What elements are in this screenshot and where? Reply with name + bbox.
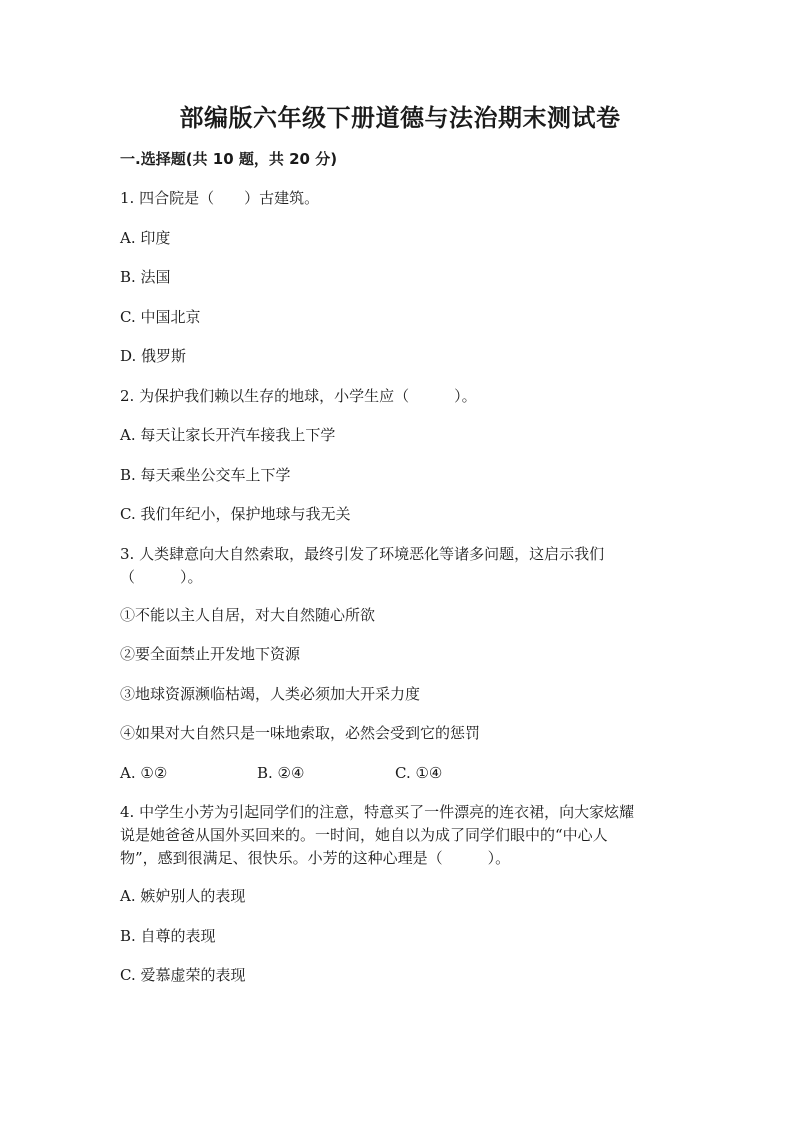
question-3-statement-4: ④如果对大自然只是一味地索取，必然会受到它的惩罚 [120,724,481,742]
question-2-option-a: A. 每天让家长开汽车接我上下学 [120,426,336,444]
question-1-option-c: C. 中国北京 [120,308,201,326]
question-3-statement-3: ③地球资源濒临枯竭，人类必须加大开采力度 [120,685,421,703]
question-1-option-b: B. 法国 [120,268,171,286]
question-1-stem: 1. 四合院是（ ）古建筑。 [120,189,320,207]
section-heading: 一.选择题(共 10 题，共 20 分) [120,150,338,168]
question-2-option-b: B. 每天乘坐公交车上下学 [120,466,291,484]
question-3-option-b: B. ②④ [257,764,305,782]
question-4-option-c: C. 爱慕虚荣的表现 [120,966,246,984]
question-3-stem-line-2: （ ）。 [120,568,203,586]
question-3-stem-line-1: 3. 人类肆意向大自然索取，最终引发了环境恶化等诸多问题，这启示我们 [120,545,605,563]
page-title: 部编版六年级下册道德与法治期末测试卷 [179,103,621,132]
question-2-option-c: C. 我们年纪小，保护地球与我无关 [120,505,351,523]
question-1-option-a: A. 印度 [120,229,171,247]
question-4-stem-line-2: 说是她爸爸从国外买回来的。一时间，她自以为成了同学们眼中的“中心人 [120,826,608,844]
question-4-option-b: B. 自尊的表现 [120,927,216,945]
question-4-stem-line-1: 4. 中学生小芳为引起同学们的注意，特意买了一件漂亮的连衣裙，向大家炫耀 [120,803,635,821]
question-3-option-c: C. ①④ [395,764,443,782]
question-3-option-a: A. ①② [120,764,168,782]
question-4-stem-line-3: 物”，感到很满足、很快乐。小芳的这种心理是（ ）。 [120,849,511,867]
question-4-option-a: A. 嫉妒别人的表现 [120,887,246,905]
question-3-statement-2: ②要全面禁止开发地下资源 [120,645,301,663]
question-2-stem: 2. 为保护我们赖以生存的地球，小学生应（ ）。 [120,387,477,405]
question-1-option-d: D. 俄罗斯 [120,347,187,365]
question-3-statement-1: ①不能以主人自居，对大自然随心所欲 [120,606,376,624]
